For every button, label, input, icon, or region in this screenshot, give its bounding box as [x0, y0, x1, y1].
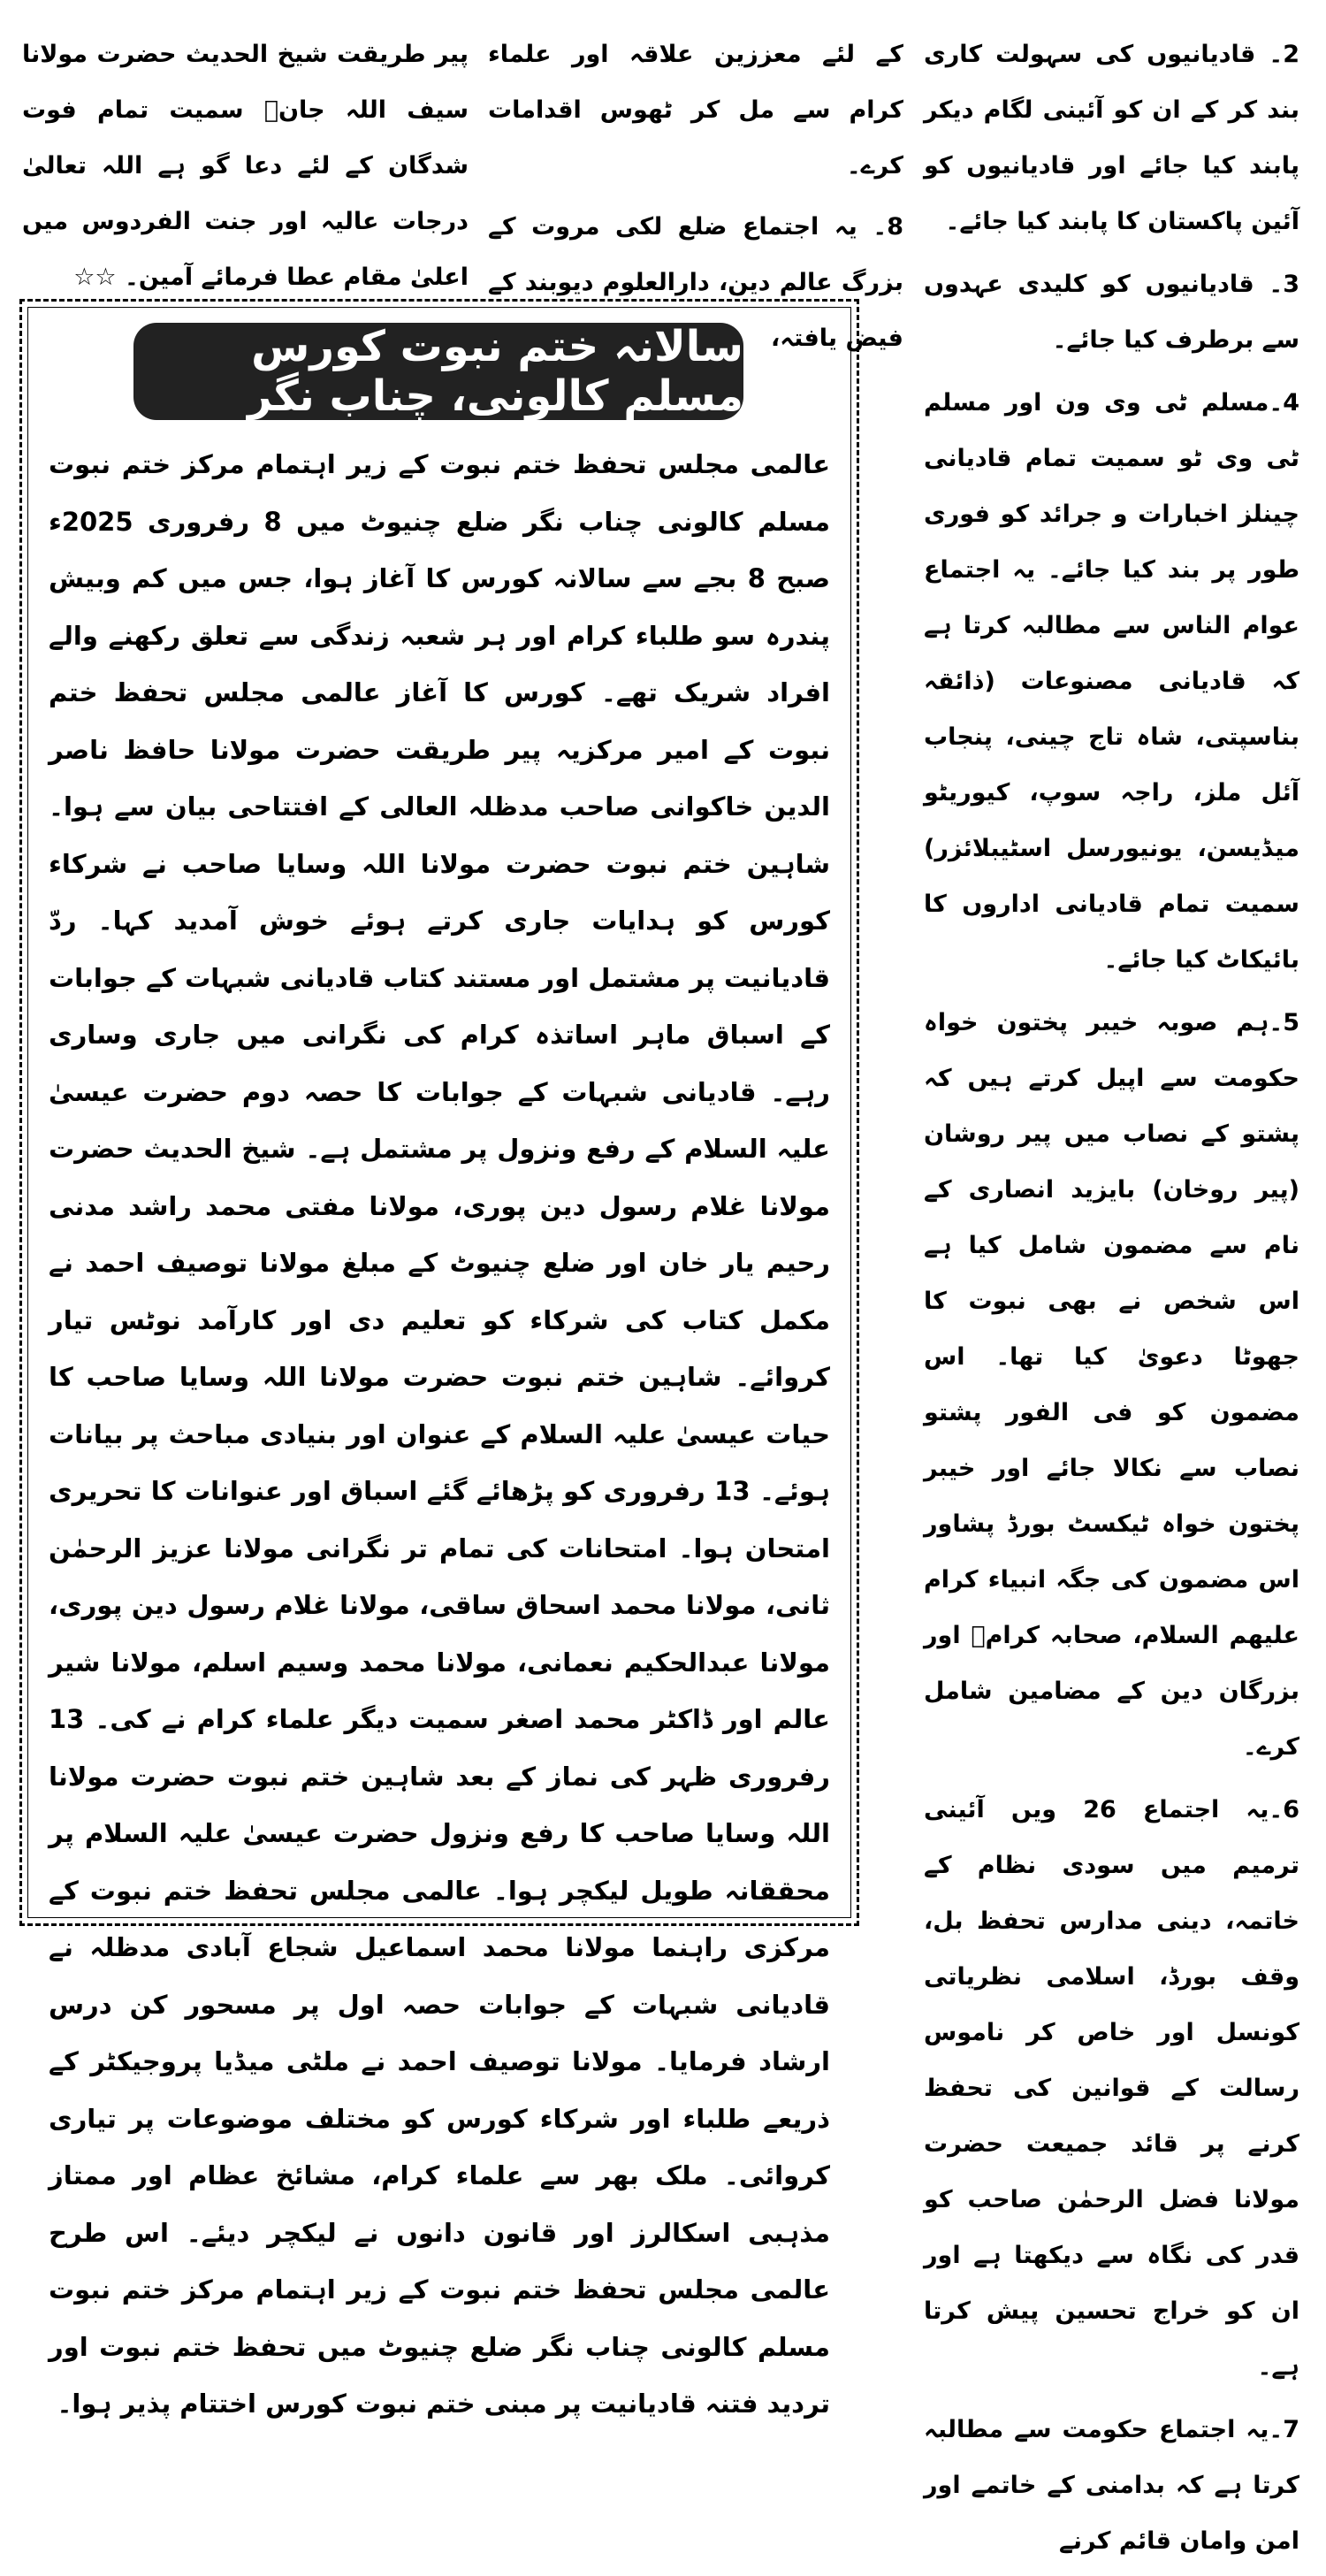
paragraph: پیر طریقت شیخ الحدیث حضرت مولانا سیف اللہ جانؒ سمیت تمام فوت شدگان کے لئے دعا گو ہے اللہ تعالیٰ درجات عالیہ اور جنت الفردوس میں اعلیٰ مقام عطا فرمائے آمین۔ ☆☆ [22, 41, 469, 291]
paragraph: 8۔ یہ اجتماع ضلع لکی مروت کے بزرگ عالم دین، دارالعلوم دیوبند کے فیض یافتہ، [488, 213, 903, 352]
resolution-item: 3۔ قادیانیوں کو کلیدی عہدوں سے برطرف کیا جائے۔ [924, 271, 1299, 354]
resolution-item: 7۔یہ اجتماع حکومت سے مطالبہ کرتا ہے کہ بدامنی کے خاتمے اور امن وامان قائم کرنے [924, 2416, 1299, 2555]
article-box [19, 299, 859, 2419]
resolutions-column [924, 27, 1299, 2576]
resolution-item: 4۔مسلم ٹی وی ون اور مسلم ٹی وی ٹو سمیت تمام قادیانی چینلز اخبارات و جرائد کو فوری طور پر بند کیا جائے۔ یہ اجتماع عوام الناس سے مطالبہ کرتا ہے کہ قادیانی مصنوعات (ذائقہ بناسپتی، شاہ تاج چینی، پنجاب آئل ملز، راجہ سوپ، کیوریٹو میڈیسن، یونیورسل اسٹیبلائزر) سمیت تمام قادیانی اداروں کا بائیکاٹ کیا جائے۔ [924, 389, 1299, 974]
paragraph: کے لئے معززین علاقہ اور علماء کرام سے مل کر ٹھوس اقدامات کرے۔ [488, 41, 903, 180]
article-body [49, 436, 830, 2433]
article-paragraph: عالمی مجلس تحفظ ختم نبوت کے زیر اہتمام مرکز ختم نبوت مسلم کالونی چناب نگر ضلع چنیوٹ میں 8 رفروری 2025ء صبح 8 بجے سے سالانہ کورس کا آغاز ہوا، جس میں کم وبیش پندرہ سو طلباء کرام اور ہر شعبہ زندگی سے تعلق رکھنے والے افراد شریک تھے۔ کورس کا آغاز عالمی مجلس تحفظ ختم نبوت کے امیر مرکزیہ پیر طریقت حضرت مولانا حافظ ناصر الدین خاکوانی صاحب مدظلہ العالی کے افتتاحی بیان سے ہوا۔ شاہین ختم نبوت حضرت مولانا اللہ وسایا صاحب نے شرکاء کورس کو ہدایات جاری کرتے ہوئے خوش آمدید کہا۔ ردّ قادیانیت پر مشتمل اور مستند کتاب قادیانی شبہات کے جوابات کے اسباق ماہر اساتذہ کرام کی نگرانی میں جاری وساری رہے۔ قادیانی شبہات کے جوابات کا حصہ دوم حضرت عیسیٰ علیہ السلام کے رفع ونزول پر مشتمل ہے۔ شیخ الحدیث حضرت مولانا غلام رسول دین پوری، مولانا مفتی محمد راشد مدنی رحیم یار خان اور ضلع چنیوٹ کے مبلغ مولانا توصیف احمد نے مکمل کتاب کی شرکاء کو تعلیم دی اور کارآمد نوٹس تیار کروائے۔ شاہین ختم نبوت حضرت مولانا اللہ وسایا صاحب کا حیات عیسیٰ علیہ السلام کے عنوان اور بنیادی مباحث پر بیانات ہوئے۔ 13 رفروری کو پڑھائے گئے اسباق اور عنوانات کا تحریری امتحان ہوا۔ امتحانات کی تمام تر نگرانی مولانا عزیز الرحمٰن ثانی، مولانا محمد اسحاق ساقی، مولانا غلام رسول دین پوری، مولانا عبدالحکیم نعمانی، مولانا محمد وسیم اسلم، مولانا شیر عالم اور ڈاکٹر محمد اصغر سمیت دیگر علماء کرام نے کی۔ 13 رفروری ظہر کی نماز کے بعد شاہین ختم نبوت حضرت مولانا اللہ وسایا صاحب کا رفع ونزول حضرت عیسیٰ علیہ السلام پر محققانہ طویل لیکچر ہوا۔ عالمی مجلس تحفظ ختم نبوت کے مرکزی راہنما مولانا محمد اسماعیل شجاع آبادی مدظلہ نے قادیانی شبہات کے جوابات حصہ اول پر مسحور کن درس ارشاد فرمایا۔ مولانا توصیف احمد نے ملٹی میڈیا پروجیکٹر کے ذریعے طلباء اور شرکاء کورس کو مختلف موضوعات پر تیاری کروائی۔ ملک بھر سے علماء کرام، مشائخ عظام اور ممتاز مذہبی اسکالرز اور قانون دانوں نے لیکچر دیئے۔ اس طرح عالمی مجلس تحفظ ختم نبوت کے زیر اہتمام مرکز ختم نبوت مسلم کالونی چناب نگر ضلع چنیوٹ میں تحفظ ختم نبوت اور تردید فتنہ قادیانیت پر مبنی ختم نبوت کورس اختتام پذیر ہوا۔ [49, 449, 831, 2419]
top-left-column [22, 27, 469, 305]
article-headline: سالانہ ختم نبوت کورس مسلم کالونی، چناب نگر [133, 323, 743, 420]
resolution-item: 5۔ہم صوبہ خیبر پختون خواہ حکومت سے اپیل کرتے ہیں کہ پشتو کے نصاب میں پیر روشان (پیر روخان) بایزید انصاری کے نام سے مضمون شامل کیا ہے اس شخص نے بھی نبوت کا جھوٹا دعویٰ کیا تھا۔ اس مضمون کو فی الفور پشتو نصاب سے نکالا جائے اور خیبر پختون خواہ ٹیکسٹ بورڈ پشاور اس مضمون کی جگہ انبیاء کرام علیھم السلام، صحابہ کرامؓ اور بزرگان دین کے مضامین شامل کرے۔ [924, 1009, 1299, 1761]
resolution-item: 2۔ قادیانیوں کی سہولت کاری بند کر کے ان کو آئینی لگام دیکر پابند کیا جائے اور قادیانیوں کو آئین پاکستان کا پابند کیا جائے۔ [924, 41, 1299, 235]
resolution-item: 6۔یہ اجتماع 26 ویں آئینی ترمیم میں سودی نظام کے خاتمہ، دینی مدارس تحفظ بل، وقف بورڈ، اسلامی نظریاتی کونسل اور خاص کر ناموس رسالت کے قوانین کی تحفظ کرنے پر قائد جمیعت حضرت مولانا فضل الرحمٰن صاحب کو قدر کی نگاہ سے دیکھتا ہے اور ان کو خراج تحسین پیش کرتا ہے۔ [924, 1796, 1299, 2381]
